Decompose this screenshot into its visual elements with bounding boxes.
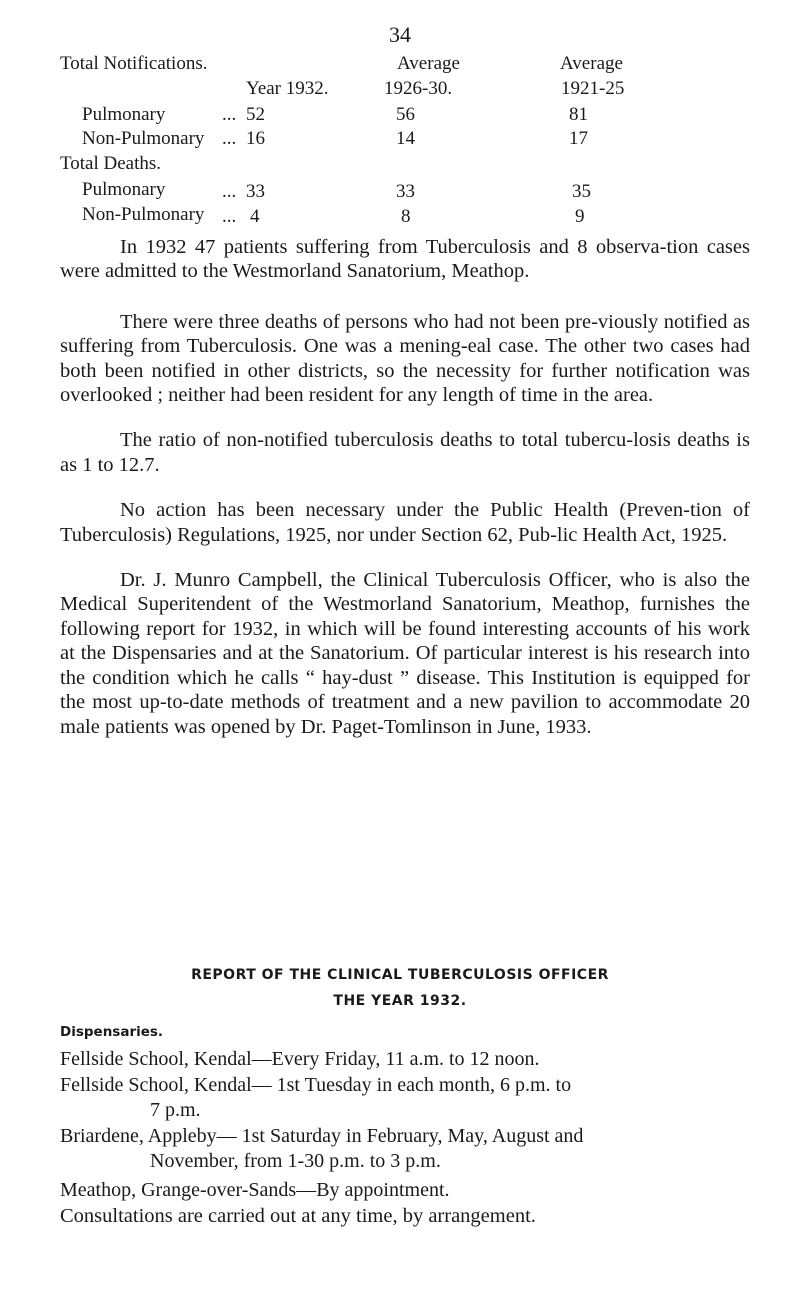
- value-pulmonary-notifications-avg1921: 81: [569, 104, 588, 125]
- row-label-pulmonary-deaths: Pulmonary: [82, 179, 166, 200]
- row-label-non-pulmonary-notifications: Non-Pulmonary: [82, 128, 205, 149]
- dispensary-line: Briardene, Appleby— 1st Saturday in February, May, August and: [60, 1125, 584, 1147]
- value-non-pulmonary-deaths-avg1921: 9: [575, 206, 585, 227]
- col-year-1932: Year 1932.: [246, 78, 329, 99]
- col-average-1921-25-top: Average: [560, 53, 623, 74]
- paragraph-regulations: No action has been necessary under the Public Health (Preven-tion of Tuberculosis) Regulations, 1925, nor under Section 62, Pub-lic Health Act, 1925.: [60, 499, 750, 546]
- leader-dots: ...: [222, 128, 237, 149]
- leader-dots: ...: [222, 206, 237, 227]
- value-pulmonary-notifications-1932: 52: [246, 104, 265, 125]
- value-non-pulmonary-notifications-avg1921: 17: [569, 128, 588, 149]
- value-non-pulmonary-deaths-avg1926: 8: [401, 206, 411, 227]
- paragraph-clinical-officer: Dr. J. Munro Campbell, the Clinical Tuberculosis Officer, who is also the Medical Superitendent of the Westmorland Sanatorium, Meathop, furnishes the following report for 1932, in which will be found interesting accounts of his work at the Dispensaries and at the Sanatorium. Of particular interest is his research into the condition which he calls “ hay-dust ” disease. This Institution is equipped for the most up-to-date methods of treatment and a new pavilion to accommodate 20 male patients was opened by Dr. Paget-Tomlinson in June, 1933.: [60, 569, 750, 738]
- dispensary-line: Fellside School, Kendal— 1st Tuesday in each month, 6 p.m. to: [60, 1074, 572, 1096]
- value-pulmonary-deaths-avg1921: 35: [572, 181, 591, 202]
- closing-sentence: Consultations are carried out at any time, by arrangement.: [60, 1205, 536, 1227]
- value-non-pulmonary-notifications-1932: 16: [246, 128, 265, 149]
- notifications-heading: Total Notifications.: [60, 53, 208, 74]
- paragraph-ratio: The ratio of non-notified tuberculosis deaths to total tubercu-losis deaths is as 1 to 12.7.: [60, 429, 750, 476]
- paragraph-sanatorium-admissions: In 1932 47 patients suffering from Tuberculosis and 8 observa-tion cases were admitted to the Westmorland Sanatorium, Meathop.: [60, 236, 750, 283]
- report-subtitle: THE YEAR 1932.: [333, 993, 467, 1009]
- row-label-pulmonary-notifications: Pulmonary: [82, 104, 166, 125]
- col-average-1926-30-top: Average: [397, 53, 460, 74]
- leader-dots: ...: [222, 104, 237, 125]
- dispensary-line-continued: 7 p.m.: [150, 1099, 201, 1121]
- value-pulmonary-deaths-avg1926: 33: [396, 181, 415, 202]
- paragraph-unnotified-deaths: There were three deaths of persons who had not been pre-viously notified as suffering from Tuberculosis. One was a mening-eal case. The other two cases had both been notified in other districts, so the necessity for further notification was overlooked ; neither had been resident for any length of time in the area.: [60, 310, 750, 407]
- dispensaries-heading: Dispensaries.: [60, 1024, 164, 1040]
- dispensary-line: Fellside School, Kendal—Every Friday, 11 a.m. to 12 noon.: [60, 1048, 540, 1070]
- deaths-heading: Total Deaths.: [60, 153, 162, 174]
- dispensary-line-continued: November, from 1-30 p.m. to 3 p.m.: [150, 1150, 441, 1172]
- dispensary-entry: [60, 1178, 760, 1203]
- dispensary-entry: [60, 1124, 760, 1174]
- page-number: 34: [389, 22, 411, 47]
- value-pulmonary-deaths-1932: 33: [246, 181, 265, 202]
- body-text: [60, 235, 750, 760]
- col-average-1921-25-bottom: 1921-25: [561, 78, 625, 99]
- dispensary-line: Meathop, Grange-over-Sands—By appointment.: [60, 1179, 450, 1201]
- row-label-non-pulmonary-deaths: Non-Pulmonary: [82, 204, 205, 225]
- report-title: REPORT OF THE CLINICAL TUBERCULOSIS OFFICER: [191, 967, 609, 983]
- leader-dots: ...: [222, 181, 237, 202]
- value-non-pulmonary-deaths-1932: 4: [250, 206, 260, 227]
- dispensary-entry: [60, 1047, 760, 1072]
- value-pulmonary-notifications-avg1926: 56: [396, 104, 415, 125]
- value-non-pulmonary-notifications-avg1926: 14: [396, 128, 415, 149]
- dispensary-entry: [60, 1073, 760, 1123]
- col-average-1926-30-bottom: 1926-30.: [384, 78, 453, 99]
